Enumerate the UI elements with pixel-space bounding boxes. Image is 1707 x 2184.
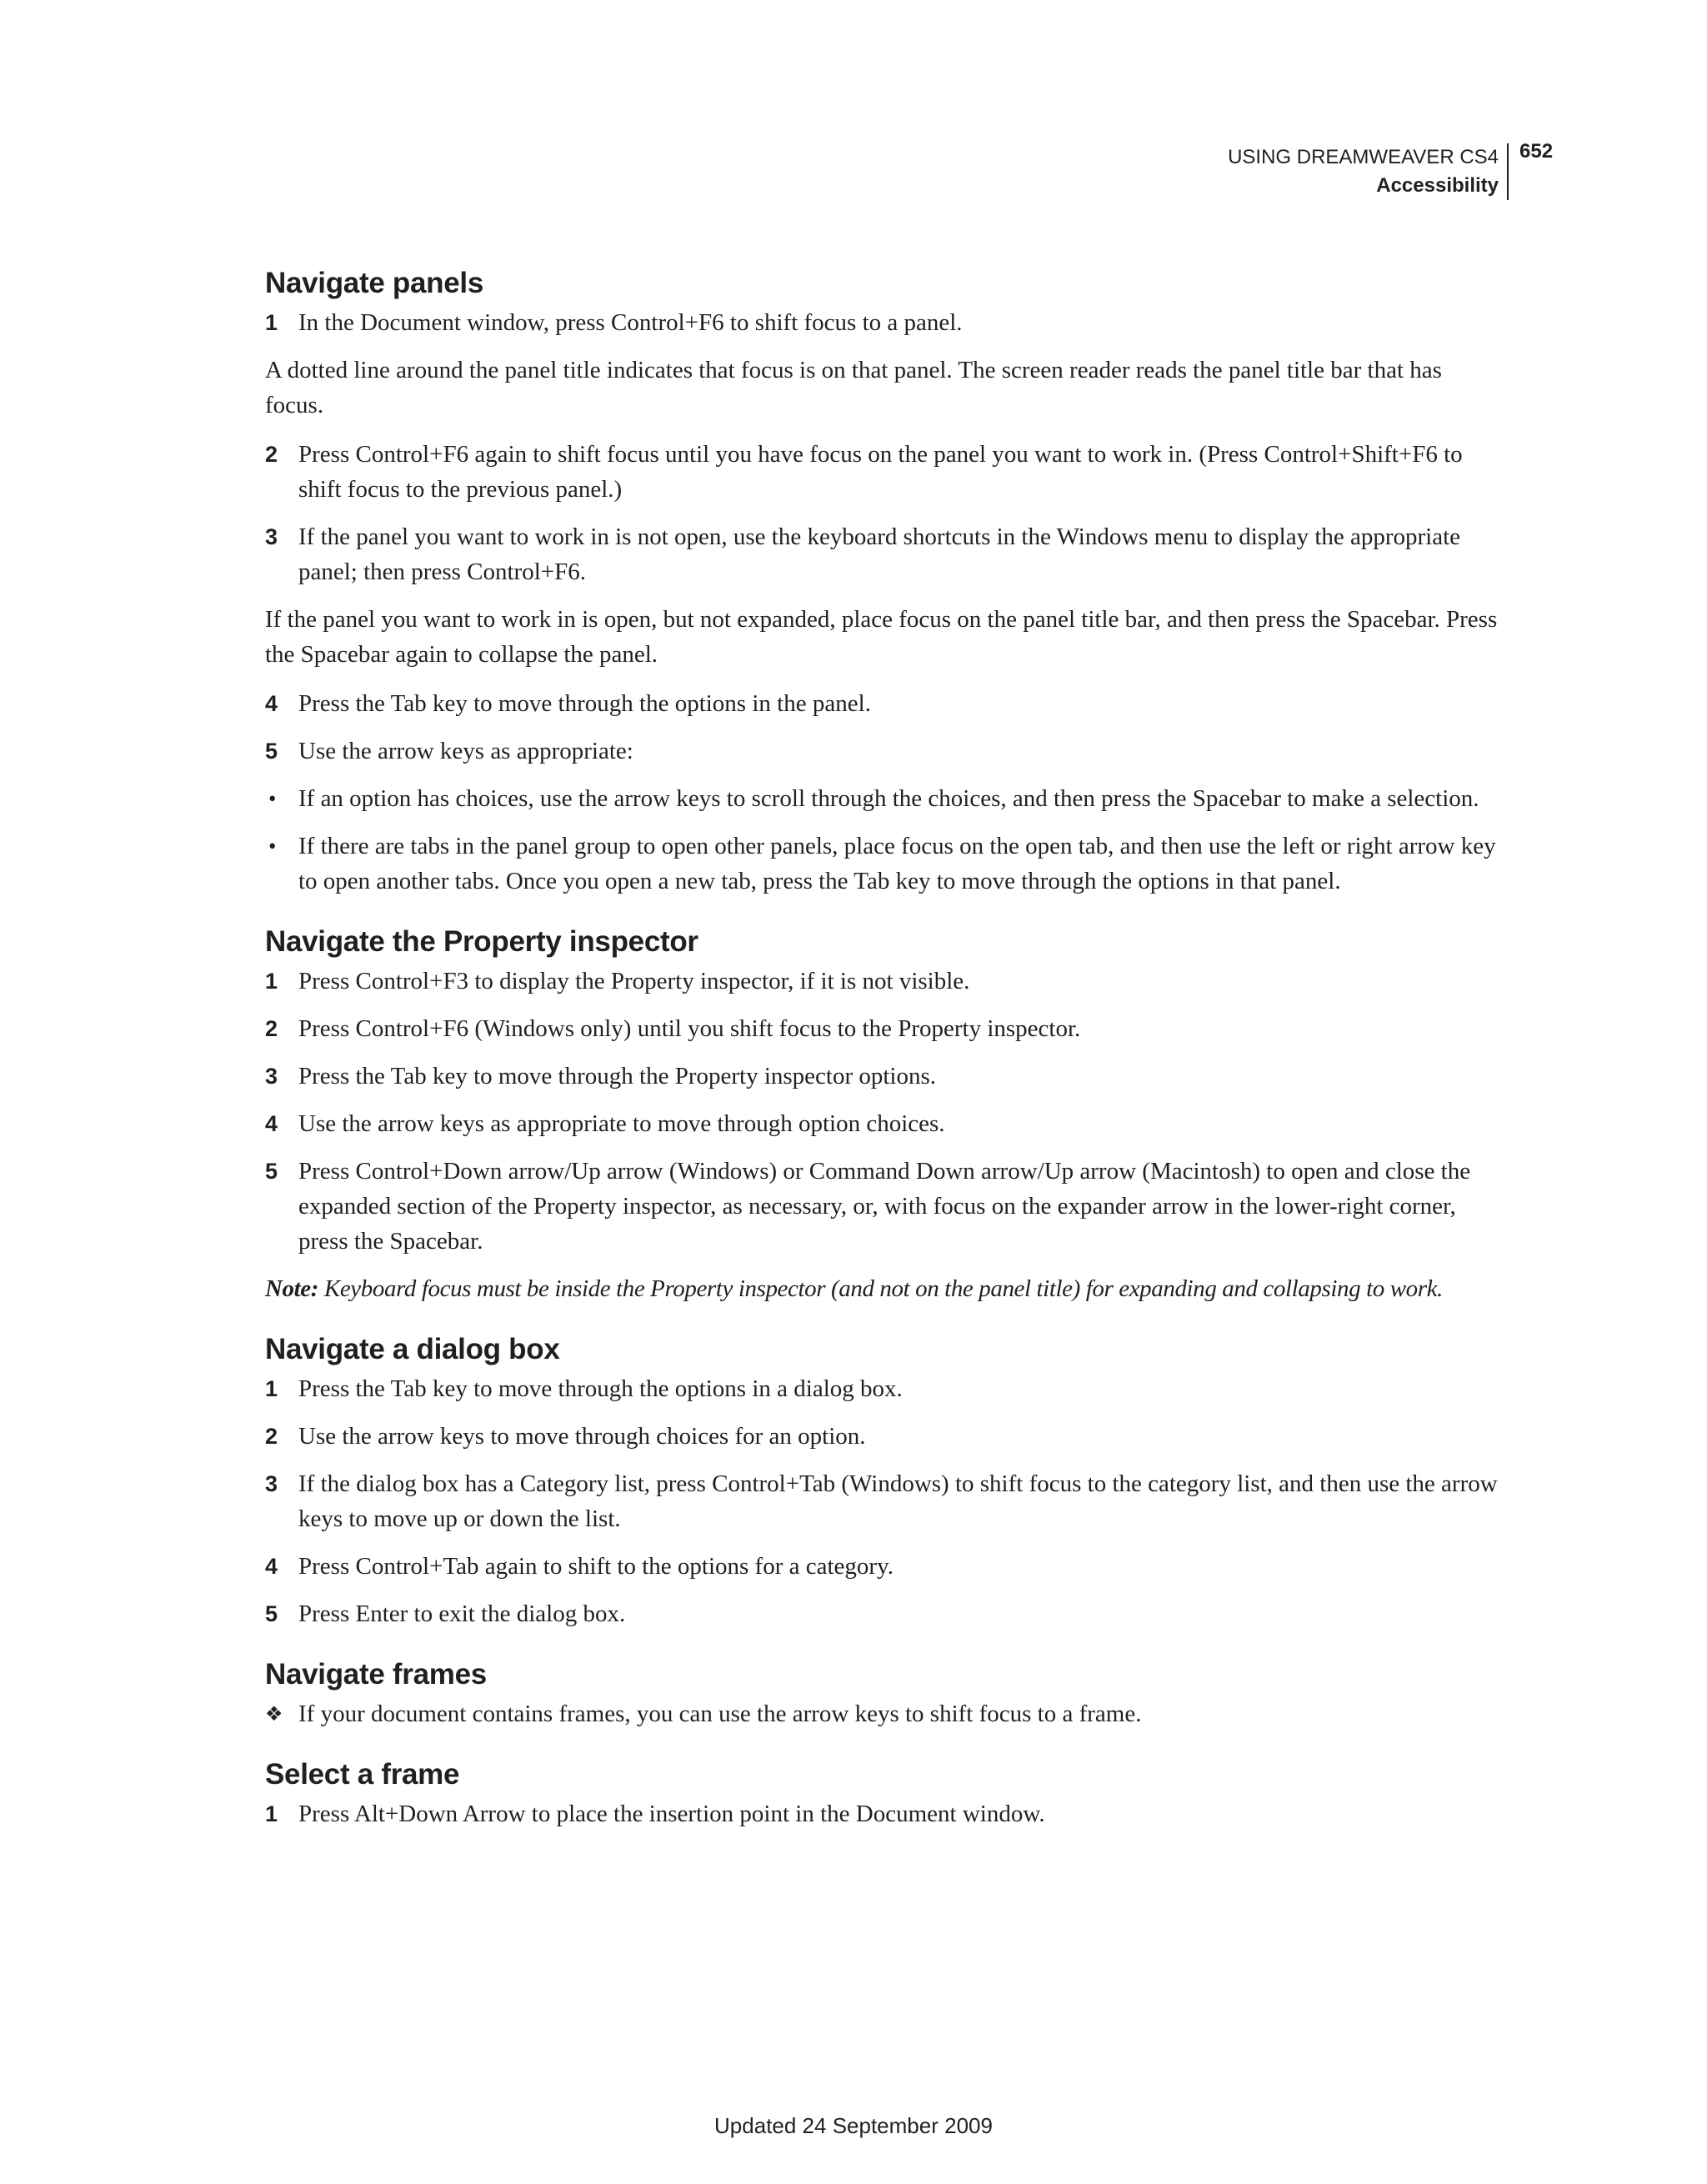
step-number: 2 xyxy=(265,1016,278,1041)
section-heading: Select a frame xyxy=(265,1758,460,1791)
step-number: 1 xyxy=(265,310,278,335)
bullet-icon: • xyxy=(268,834,277,859)
step-text: Use the arrow keys to move through choices for an option. xyxy=(298,1423,866,1450)
step-number: 1 xyxy=(265,1376,278,1401)
section-heading: Navigate frames xyxy=(265,1658,487,1691)
step-text: Press the Tab key to move through the options in a dialog box. xyxy=(298,1375,903,1402)
step-item xyxy=(265,686,1502,721)
section-select-frame xyxy=(265,1756,1502,1831)
step-item xyxy=(265,1796,1502,1831)
step-item xyxy=(265,1011,1502,1046)
step-number: 5 xyxy=(265,739,278,764)
step-item xyxy=(265,1466,1502,1536)
step-item xyxy=(265,734,1502,769)
step-number: 1 xyxy=(265,969,278,994)
step-item xyxy=(265,437,1502,507)
step-text: If the dialog box has a Category list, press Control+Tab (Windows) to shift focus to the category list, and then use the arrow keys to move up or down the list. xyxy=(298,1470,1498,1532)
step-item xyxy=(265,305,1502,340)
section-navigate-panels xyxy=(265,265,1502,899)
step-number: 5 xyxy=(265,1601,278,1626)
section-navigate-dialog-box xyxy=(265,1331,1502,1631)
step-number: 1 xyxy=(265,1801,278,1826)
step-text: Press Control+Tab again to shift to the options for a category. xyxy=(298,1553,894,1580)
page-body xyxy=(265,265,1502,1856)
step-text: Press the Tab key to move through the Property inspector options. xyxy=(298,1063,937,1089)
step-number: 2 xyxy=(265,442,278,467)
footer-updated-date: Updated 24 September 2009 xyxy=(714,2113,993,2138)
step-text: In the Document window, press Control+F6 to shift focus to a panel. xyxy=(298,309,963,336)
section-heading: Navigate a dialog box xyxy=(265,1333,560,1365)
single-step-item xyxy=(265,1696,1502,1731)
step-item xyxy=(265,1059,1502,1094)
bullet-text: If an option has choices, use the arrow keys to scroll through the choices, and then press the Spacebar to make a selection. xyxy=(298,785,1479,812)
step-item xyxy=(265,1549,1502,1584)
step-text: If your document contains frames, you can use the arrow keys to shift focus to a frame. xyxy=(298,1701,1142,1727)
body-paragraph: If the panel you want to work in is open, but not expanded, place focus on the panel title bar, and then press the Spacebar. Press the Spacebar again to collapse the panel. xyxy=(265,606,1498,668)
step-item xyxy=(265,1106,1502,1141)
bullet-icon: • xyxy=(268,786,277,811)
step-item xyxy=(265,1154,1502,1259)
section-heading: Navigate the Property inspector xyxy=(265,925,698,958)
note-text: Keyboard focus must be inside the Property inspector (and not on the panel title) for expanding and collapsing to work. xyxy=(323,1275,1443,1302)
step-text: Use the arrow keys as appropriate: xyxy=(298,738,633,764)
bullet-text: If there are tabs in the panel group to open other panels, place focus on the open tab, and then use the left or right arrow key to open another tabs. Once you open a new tab, press the Tab key to move through the options in that panel. xyxy=(298,833,1496,894)
step-item xyxy=(265,1419,1502,1454)
step-number: 3 xyxy=(265,524,278,549)
section-heading: Navigate panels xyxy=(265,267,483,299)
section-navigate-property-inspector xyxy=(265,924,1502,1306)
step-number: 5 xyxy=(265,1159,278,1184)
step-text: Press Control+F6 again to shift focus until you have focus on the panel you want to work in. (Press Control+Shift+F6 to shift focus to the previous panel.) xyxy=(298,441,1463,503)
section-navigate-frames xyxy=(265,1656,1502,1731)
step-text: Press Control+F3 to display the Property inspector, if it is not visible. xyxy=(298,968,970,994)
note xyxy=(265,1271,1502,1306)
step-item xyxy=(265,964,1502,999)
diamond-bullet-icon: ❖ xyxy=(265,1702,283,1726)
step-item xyxy=(265,1596,1502,1631)
step-number: 4 xyxy=(265,691,278,716)
step-number: 3 xyxy=(265,1471,278,1496)
running-header xyxy=(1228,143,1509,200)
step-number: 3 xyxy=(265,1064,278,1089)
note-label: Note: xyxy=(265,1275,319,1302)
step-text: Press Control+Down arrow/Up arrow (Windows) or Command Down arrow/Up arrow (Macintosh) to open and close the expanded section of the Property inspector, as necessary, or, with focus on the expander arrow in the lower-right corner, press the Spacebar. xyxy=(298,1158,1471,1255)
step-number: 2 xyxy=(265,1424,278,1449)
bullet-item xyxy=(265,829,1502,899)
step-text: Press Alt+Down Arrow to place the insertion point in the Document window. xyxy=(298,1801,1045,1827)
step-item xyxy=(265,1371,1502,1406)
page-number: 652 xyxy=(1519,140,1554,163)
step-text: Use the arrow keys as appropriate to move through option choices. xyxy=(298,1110,945,1137)
step-text: If the panel you want to work in is not open, use the keyboard shortcuts in the Windows menu to display the appropriate panel; then press Control+F6. xyxy=(298,523,1461,585)
step-text: Press the Tab key to move through the options in the panel. xyxy=(298,690,871,717)
step-number: 4 xyxy=(265,1554,278,1579)
chapter-title: Accessibility xyxy=(1376,174,1499,197)
step-item xyxy=(265,519,1502,589)
step-text: Press Control+F6 (Windows only) until you shift focus to the Property inspector. xyxy=(298,1015,1081,1042)
bullet-item xyxy=(265,781,1502,816)
body-paragraph: A dotted line around the panel title indicates that focus is on that panel. The screen reader reads the panel title bar that has focus. xyxy=(265,357,1442,418)
step-text: Press Enter to exit the dialog box. xyxy=(298,1600,626,1627)
step-number: 4 xyxy=(265,1111,278,1136)
book-title: USING DREAMWEAVER CS4 xyxy=(1228,146,1499,168)
